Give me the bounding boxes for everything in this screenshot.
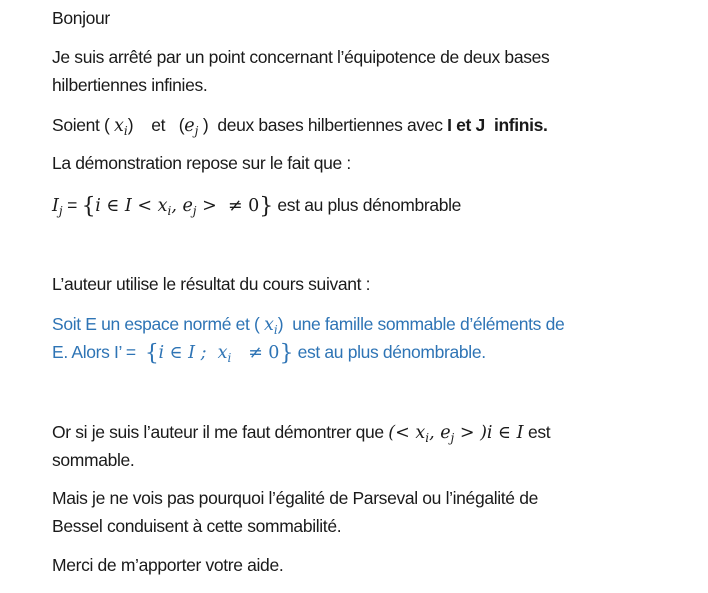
x-open: ( (104, 115, 115, 135)
close-brace: } (259, 194, 273, 219)
need-prefix: Or si je suis l’auteur il me faut démontrer que (52, 422, 389, 442)
need-line-1 (52, 421, 550, 444)
theorem-line2-suffix: est au plus dénombrable. (293, 342, 486, 362)
question-line-2: Bessel conduisent à cette sommabilité. (52, 516, 342, 536)
x-close: ) (127, 115, 134, 135)
greeting: Bonjour (52, 8, 110, 28)
set-body: i ∈ $I < x_i$, $e_j$ > ≠ 0 (95, 196, 260, 218)
e-open: ( (178, 115, 185, 135)
theorem-x-i: $x_i$ (264, 315, 278, 337)
and-word: et (133, 115, 179, 135)
need-line-2: sommable. (52, 450, 135, 470)
theorem-prefix: Soit E un espace normé et (52, 314, 254, 334)
intro-line-2: hilbertiennes infinies. (52, 75, 208, 95)
soient-middle: deux bases hilbertiennes avec (208, 115, 448, 135)
demo-intro: La démonstration repose sur le fait que : (52, 153, 351, 173)
set-definition (52, 194, 461, 218)
set-suffix: est au plus dénombrable (272, 195, 462, 215)
intro-line-1: Je suis arrêté par un point concernant l’équipotence de deux bases (52, 47, 550, 67)
question-line-1: Mais je ne vois pas pourquoi l’égalité de Parseval ou l’inégalité de (52, 488, 538, 508)
need-suffix: est (523, 422, 551, 442)
equals-sign: = (62, 195, 82, 215)
theorem-set-body: i ∈ I ; $x_i \ne 0$ (158, 343, 280, 365)
theorem-line2-prefix: E. Alors I’ = (52, 342, 145, 362)
theorem-line1-suffix: une famille sommable d’éléments de (283, 314, 565, 334)
closing-line: Merci de m’apporter votre aide. (52, 555, 284, 575)
theorem-line-1: Soit E un espace normé et ( $x_i$) une famille sommable d’éléments de (52, 314, 565, 337)
e-j-math: $e_j$ (184, 116, 199, 138)
open-brace: { (81, 194, 96, 219)
e-close: ) (198, 115, 209, 135)
soient-line (52, 114, 548, 137)
infinite-sets-bold: I et J infinis. (447, 115, 548, 135)
author-intro: L’auteur utilise le résultat du cours suivant : (52, 274, 371, 294)
theorem-line-2: E. Alors I’ = {i ∈ I ; $x_i \ne 0$} est au plus dénombrable. (52, 341, 486, 366)
set-lhs: $I_j$ (52, 196, 63, 218)
x-i-math: $x_i$ (114, 116, 128, 138)
soient-prefix: Soient (52, 115, 105, 135)
need-math: (< $x_i$, $e_j > )i$ ∈ I (388, 423, 524, 445)
